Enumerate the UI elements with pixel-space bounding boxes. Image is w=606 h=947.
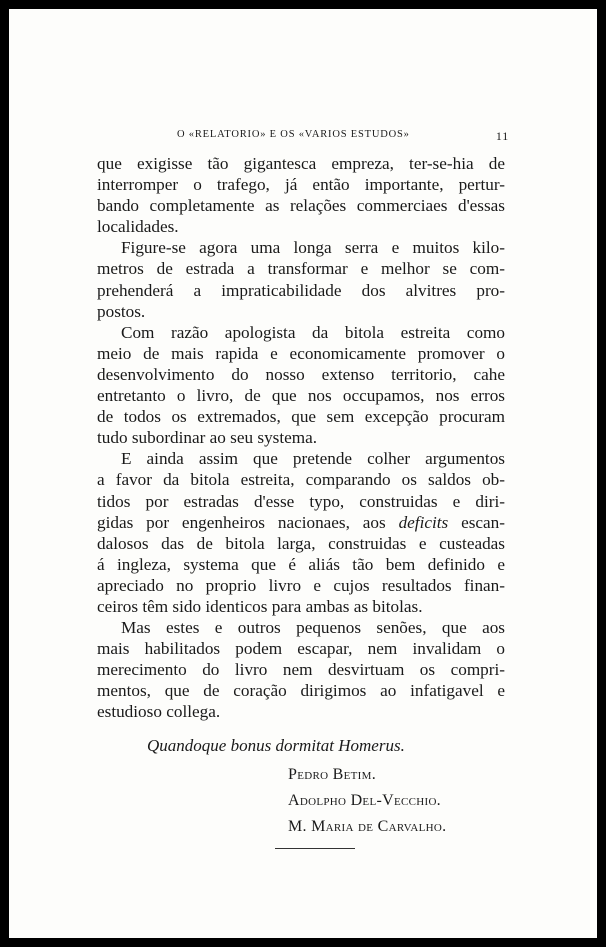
epigraph: Quandoque bonus dormitat Homerus. — [147, 736, 405, 755]
text-line: Com razão apologista da bitola estreita como — [121, 322, 505, 342]
signature: M. Maria de Carvalho. — [288, 818, 447, 835]
text-line: interromper o trafego, já então importante, pertur- — [97, 175, 505, 195]
closing-rule — [275, 848, 355, 849]
text-line: de todos os extremados, que sem excepção procuram — [97, 407, 505, 427]
italic-term: deficits — [398, 512, 449, 532]
text-line: tidos por estradas d'esse typo, construidas e diri- — [97, 491, 505, 511]
signature: Adolpho Del-Vecchio. — [288, 792, 441, 809]
text-line — [97, 512, 505, 533]
text-run: escan- — [448, 512, 505, 532]
text-line: que exigisse tão gigantesca empreza, ter-se-hia de — [97, 154, 505, 173]
running-head-title: O «RELATORIO» E OS «VARIOS ESTUDOS» — [177, 129, 410, 140]
text-line: tudo subordinar ao seu systema. — [97, 428, 318, 448]
body-text — [97, 153, 505, 723]
text-line: estudioso collega. — [97, 702, 221, 722]
text-line: entretanto o livro, de que nos occupamos, nos erros — [97, 386, 505, 406]
text-line: metros de estrada a transformar e melhor se com- — [97, 259, 505, 279]
text-line: apreciado no proprio livro e cujos resultados finan- — [97, 575, 505, 595]
text-run: gidas por engenheiros nacionaes, aos — [97, 512, 399, 532]
text-line: bando completamente as relações commerciaes d'essas — [97, 196, 505, 216]
signatures — [288, 762, 446, 840]
text-line: ceiros têm sido identicos para ambas as bitolas. — [97, 596, 423, 616]
text-line: Mas estes e outros pequenos senões, que aos — [121, 618, 505, 638]
signature: Pedro Betim. — [288, 766, 376, 783]
text-line: dalosos das de bitola larga, construidas e custeadas — [97, 533, 505, 553]
text-line: desenvolvimento do nosso extenso territorio, cahe — [97, 364, 505, 384]
text-line: a favor da bitola estreita, comparando os saldos ob- — [97, 470, 505, 490]
text-line: mais habilitados podem escapar, nem invalidam o — [97, 639, 505, 659]
page-number: 11 — [495, 129, 509, 143]
text-line: localidades. — [97, 217, 179, 237]
text-line: E ainda assim que pretende colher argumentos — [121, 449, 505, 469]
text-line: Figure-se agora uma longa serra e muitos kilo- — [121, 238, 505, 258]
text-line: postos. — [97, 301, 146, 321]
text-line: merecimento do livro nem desvirtuam os compri- — [97, 660, 505, 680]
text-line: meio de mais rapida e economicamente promover o — [97, 343, 505, 363]
text-line: á ingleza, systema que é aliás tão bem definido e — [97, 554, 505, 574]
text-line: prehenderá a impraticabilidade dos alvitres pro- — [97, 280, 505, 300]
book-page — [9, 9, 597, 938]
text-line: mentos, que de coração dirigimos ao infatigavel e — [97, 681, 505, 701]
